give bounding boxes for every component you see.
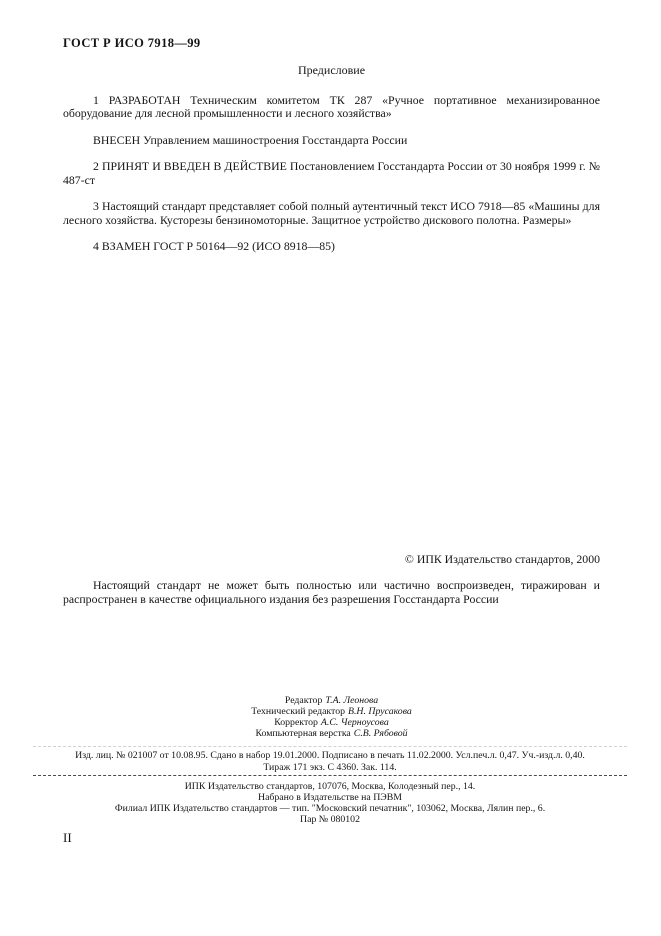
editor-role: Корректор [274, 717, 318, 728]
editor-line [63, 695, 600, 706]
preface-section [63, 64, 600, 267]
publisher-block [33, 781, 627, 825]
preface-paragraph-vnesen: ВНЕСЕН Управлением машиностроения Госстандарта России [93, 132, 408, 147]
preface-title: Предисловие [297, 63, 366, 77]
imprint-block [33, 750, 627, 774]
preface-paragraph-1: 1 РАЗРАБОТАН Техническим комитетом ТК 287 «Ручное портативное механизированное оборудование для лесной промышленности и лесного хозяйства» [63, 92, 600, 120]
editor-role: Технический редактор [251, 706, 345, 717]
editors-block [63, 695, 600, 739]
print-license-number: Пар № 080102 [300, 814, 360, 825]
imprint-line-tirazh: Тираж 171 экз. С 4360. Зак. 114. [263, 762, 397, 773]
editor-name: Т.А. Леонова [325, 695, 379, 706]
editor-line [63, 706, 600, 717]
reproduction-notice: Настоящий стандарт не может быть полностью или частично воспроизведен, тиражирован и распространен в качестве официального издания без разрешения Госстандарта России [63, 578, 600, 606]
page-number: II [63, 830, 72, 845]
branch-address: Филиал ИПК Издательство стандартов — тип. "Московский печатник", 103062, Москва, Лялин пер., 6. [114, 803, 546, 814]
preface-paragraph-4: 4 ВЗАМЕН ГОСТ Р 50164—92 (ИСО 8918—85) [93, 239, 335, 253]
editor-role: Редактор [284, 695, 323, 706]
imprint-top-rule [33, 746, 627, 747]
typeset-note: Набрано в Издательстве на ПЭВМ [258, 792, 402, 803]
document-standard-code: ГОСТ Р ИСО 7918—99 [63, 36, 201, 50]
editor-line [63, 728, 600, 739]
imprint-dashed-rule [33, 775, 627, 776]
editor-name: В.Н. Прусакова [348, 706, 412, 717]
editor-name: С.В. Рябовой [353, 728, 408, 739]
copyright-line: © ИПК Издательство стандартов, 2000 [404, 552, 600, 566]
preface-paragraph-3: 3 Настоящий стандарт представляет собой полный аутентичный текст ИСО 7918—85 «Машины для лесного хозяйства. Кусторезы бензиномоторные. Защитное устройство дискового полотна. Размеры» [63, 199, 600, 227]
preface-paragraph-2: 2 ПРИНЯТ И ВВЕДЕН В ДЕЙСТВИЕ Постановлением Госстандарта России от 30 ноября 1999 г. № 487-ст [63, 159, 600, 187]
editor-name: А.С. Черноусова [320, 717, 389, 728]
imprint-line-license: Изд. лиц. № 021007 от 10.08.95. Сдано в набор 19.01.2000. Подписано в печать 11.02.2000. Усл.печ.л. 0,47. Уч.-изд.л. 0,40. [75, 750, 585, 761]
editor-role: Компьютерная верстка [255, 728, 351, 739]
publisher-address: ИПК Издательство стандартов, 107076, Москва, Колодезный пер., 14. [184, 781, 476, 792]
editor-line [63, 717, 600, 728]
